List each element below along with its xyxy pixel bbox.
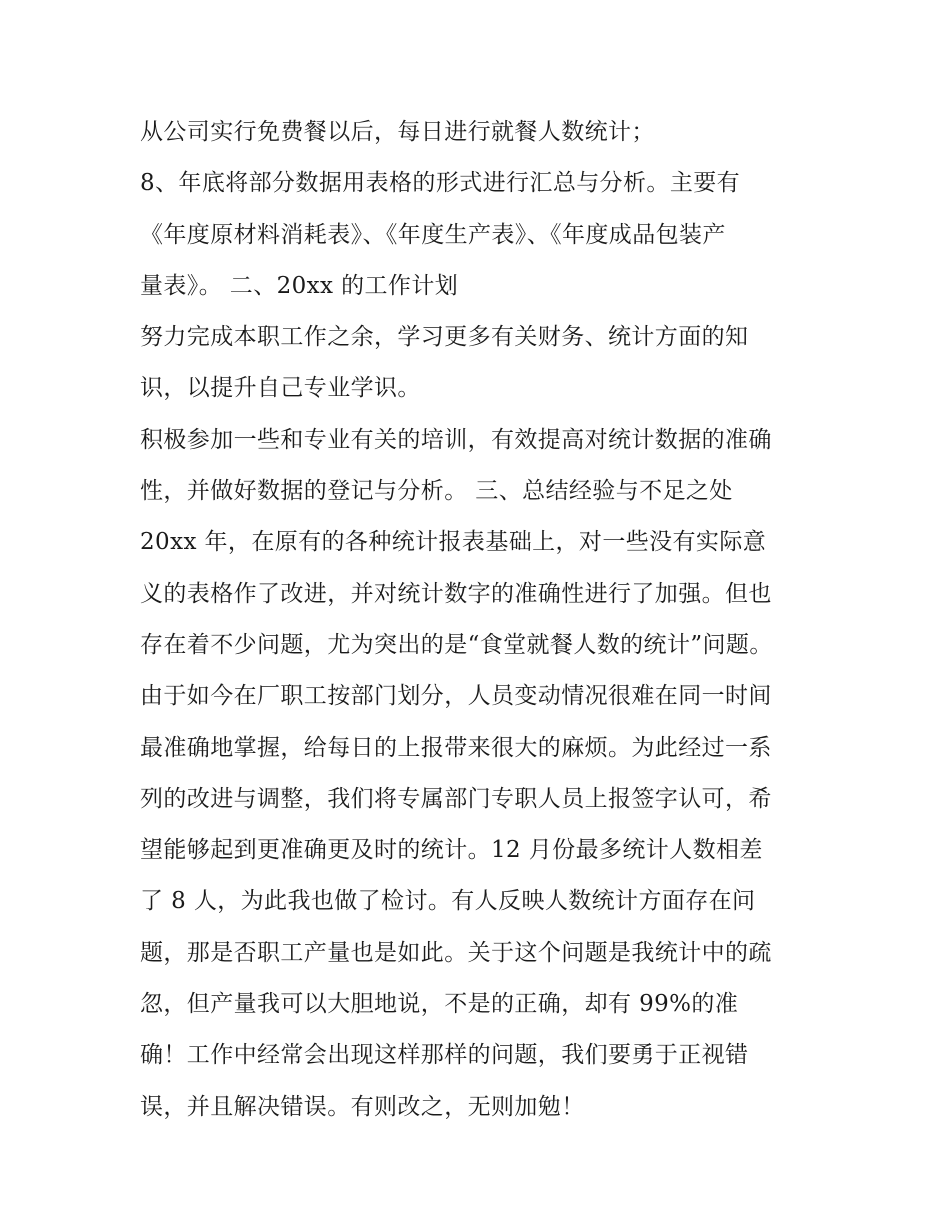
text-line: 题，那是否职工产量也是如此。关于这个问题是我统计中的疏 bbox=[140, 939, 772, 966]
text-line: 误，并且解决错误。有则改之，无则加勉！ bbox=[140, 1093, 585, 1120]
text-line: 忽，但产量我可以大胆地说，不是的正确，却有 99%的准 bbox=[140, 991, 739, 1018]
body-text bbox=[140, 107, 820, 1133]
text-line: 识，以提升自己专业学识。 bbox=[140, 375, 421, 402]
text-line: 由于如今在厂职工按部门划分，人员变动情况很难在同一时间 bbox=[140, 683, 772, 710]
text-line: 列的改进与调整，我们将专属部门专职人员上报签字认可，希 bbox=[140, 785, 772, 812]
text-line: 从公司实行免费餐以后，每日进行就餐人数统计； bbox=[140, 119, 655, 145]
text-line: 20xx 年，在原有的各种统计报表基础上，对一些没有实际意 bbox=[140, 529, 767, 556]
text-line: 《年度原材料消耗表》、《年度生产表》、《年度成品包装产 bbox=[140, 221, 726, 248]
text-line: 努力完成本职工作之余，学习更多有关财务、统计方面的知 bbox=[140, 324, 749, 351]
text-line: 望能够起到更准确更及时的统计。12 月份最多统计人数相差 bbox=[140, 837, 763, 864]
text-line: 8、年底将部分数据用表格的形式进行汇总与分析。主要有 bbox=[140, 170, 741, 197]
text-line: 最准确地掌握，给每日的上报带来很大的麻烦。为此经过一系 bbox=[140, 734, 772, 761]
text-line: 存在着不少问题，尤为突出的是“食堂就餐人数的统计”问题。 bbox=[140, 631, 773, 658]
text-line: 确！工作中经常会出现这样那样的问题，我们要勇于正视错 bbox=[140, 1042, 749, 1069]
text-line: 了 8 人，为此我也做了检讨。有人反映人数统计方面存在问 bbox=[140, 888, 756, 915]
text-line: 义的表格作了改进，并对统计数字的准确性进行了加强。但也 bbox=[140, 580, 772, 607]
text-line: 性，并做好数据的登记与分析。 三、总结经验与不足之处 bbox=[140, 478, 733, 505]
text-line: 积极参加一些和专业有关的培训，有效提高对统计数据的准确 bbox=[140, 426, 772, 453]
text-line: 量表》。 二、20xx 的工作计划 bbox=[140, 272, 459, 299]
